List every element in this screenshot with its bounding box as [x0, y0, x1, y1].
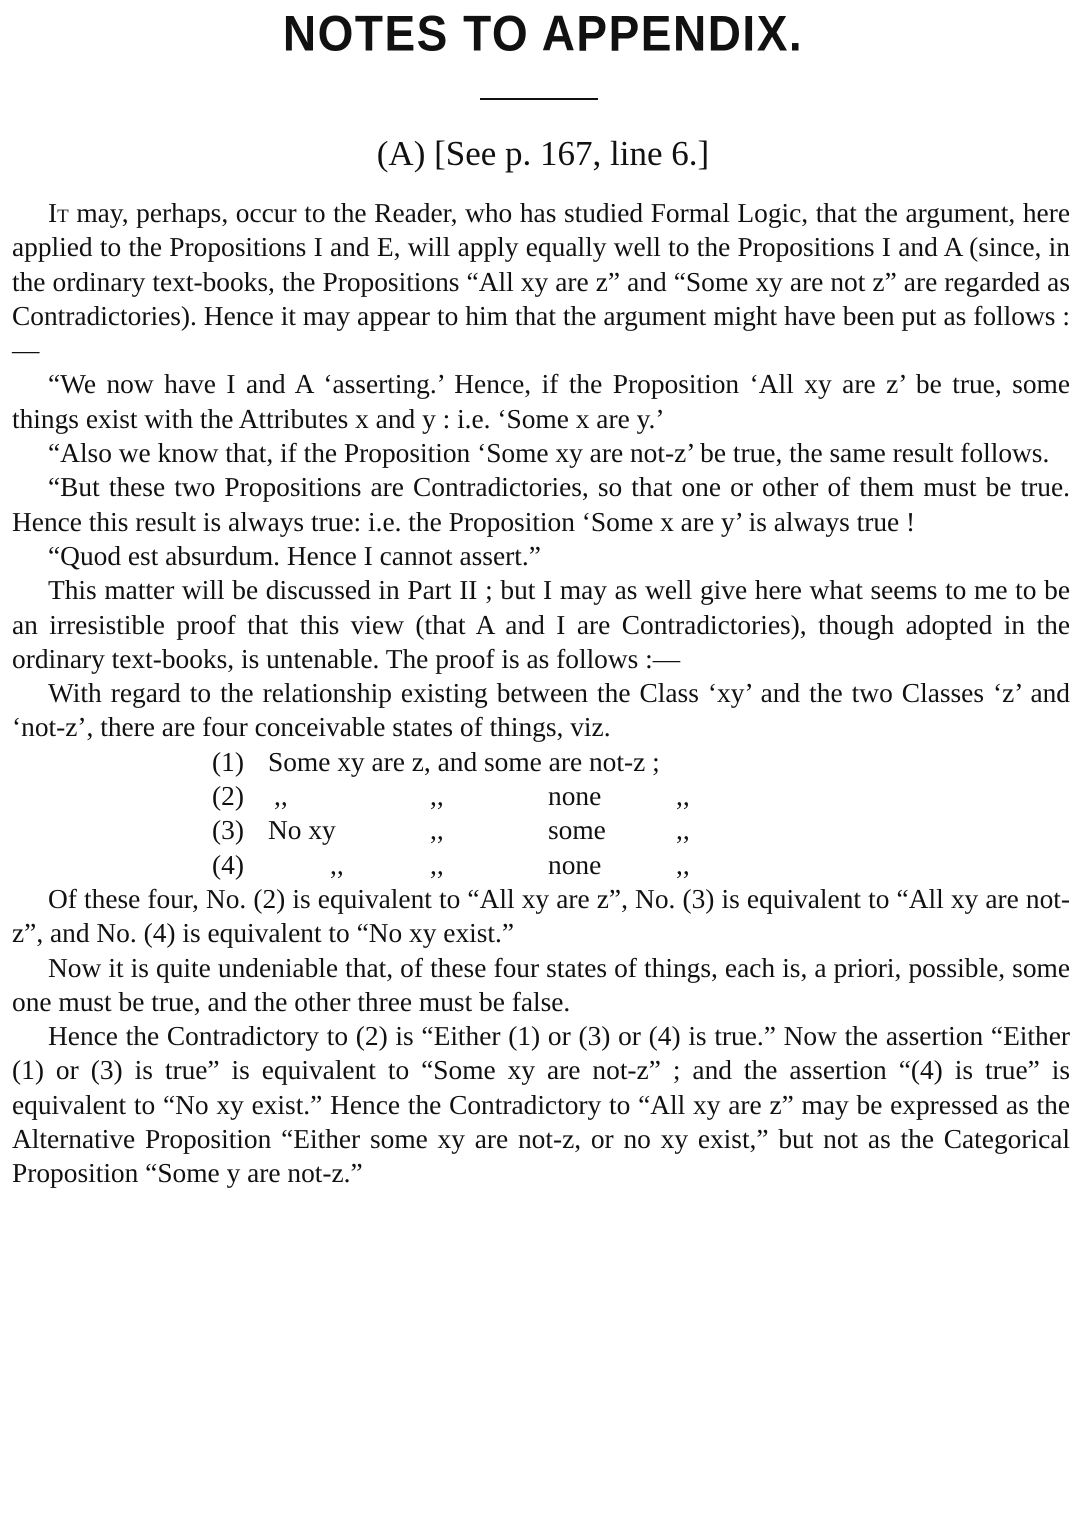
- ditto-mark: ,,: [274, 781, 288, 812]
- state-number: (4): [212, 849, 244, 880]
- state-number: (3): [212, 815, 244, 846]
- state-text: No xy: [268, 815, 336, 846]
- ditto-mark: ,,: [676, 849, 690, 880]
- state-row: [12, 813, 1070, 847]
- body-text: [12, 196, 1070, 1191]
- ditto-mark: ,,: [430, 815, 444, 846]
- ditto-mark: ,,: [330, 849, 344, 880]
- state-quantity: none: [548, 849, 602, 880]
- paragraph-relationship: With regard to the relationship existing between the Class ‘xy’ and the two Classes ‘z’ and ‘not-z’, there are four conceivable states of things, viz.: [12, 678, 1070, 743]
- paragraph-intro-rest: may, perhaps, occur to the Reader, who has studied Formal Logic, that the argument, here applied to the Propositions I and E, will apply equally well to the Propositions I and A (since, in the ordinary text-books, the Propositions “All xy are z” and “Some xy are not z” are regarded as Contradictories). Hence it may appear to him that the argument might have been put as follows :—: [12, 198, 1070, 366]
- quoted-argument-3: “But these two Propositions are Contradictories, so that one or other of them must be true. Hence this result is always true: i.e. the Proposition ‘Some x are y’ is always true !: [12, 472, 1070, 537]
- state-row: [12, 779, 1070, 813]
- state-row: [12, 848, 1070, 882]
- states-table: [12, 745, 1070, 882]
- state-text: Some xy are z, and some are not-z ;: [268, 746, 660, 777]
- paragraph-discussion: This matter will be discussed in Part II ; but I may as well give here what seems to me to be an irresistible proof that this view (that A and I are Contradictories), though adopted in the ordinary text-books, is untenable. The proof is as follows :—: [12, 575, 1070, 674]
- ditto-mark: ,,: [676, 781, 690, 812]
- ditto-mark: ,,: [430, 781, 444, 812]
- quoted-argument-2: “Also we know that, if the Proposition ‘Some xy are not-z’ be true, the same result follows.: [48, 438, 1050, 469]
- paragraph-equivalences: Of these four, No. (2) is equivalent to “All xy are z”, No. (3) is equivalent to “All xy are not-z”, and No. (4) is equivalent to “No xy exist.”: [12, 883, 1070, 949]
- state-row: [12, 745, 1070, 779]
- state-number: (1): [212, 746, 244, 777]
- paragraph-intro-lead: It: [48, 198, 69, 228]
- quoted-argument-1: “We now have I and A ‘asserting.’ Hence, if the Proposition ‘All xy are z’ be true, some things exist with the Attributes x and y : i.e. ‘Some x are y.’: [12, 369, 1070, 434]
- quoted-argument-4: “Quod est absurdum. Hence I cannot assert.”: [48, 540, 541, 571]
- state-number: (2): [212, 781, 244, 812]
- paragraph-conclusion: Hence the Contradictory to (2) is “Either (1) or (3) or (4) is true.” Now the assertion “Either (1) or (3) is true” is equivalent to “Some xy are not-z” ; and the assertion “(4) is true” is equivalent to “No xy exist.” Hence the Contradictory to “All xy are z” may be expressed as the Alternative Proposition “Either some xy are not-z, or no xy exist,” but not as the Categorical Proposition “Some y are not-z.”: [12, 1021, 1070, 1189]
- state-quantity: none: [548, 781, 602, 812]
- paragraph-intro: [12, 196, 1070, 367]
- title-divider: [480, 98, 598, 100]
- section-heading: (A) [See p. 167, line 6.]: [376, 134, 710, 173]
- ditto-mark: ,,: [676, 815, 690, 846]
- state-quantity: some: [548, 815, 606, 846]
- page-title: NOTES TO APPENDIX.: [282, 4, 804, 62]
- ditto-mark: ,,: [430, 849, 444, 880]
- paragraph-undeniable: Now it is quite undeniable that, of these four states of things, each is, a priori, possible, some one must be true, and the other three must be false.: [12, 952, 1070, 1017]
